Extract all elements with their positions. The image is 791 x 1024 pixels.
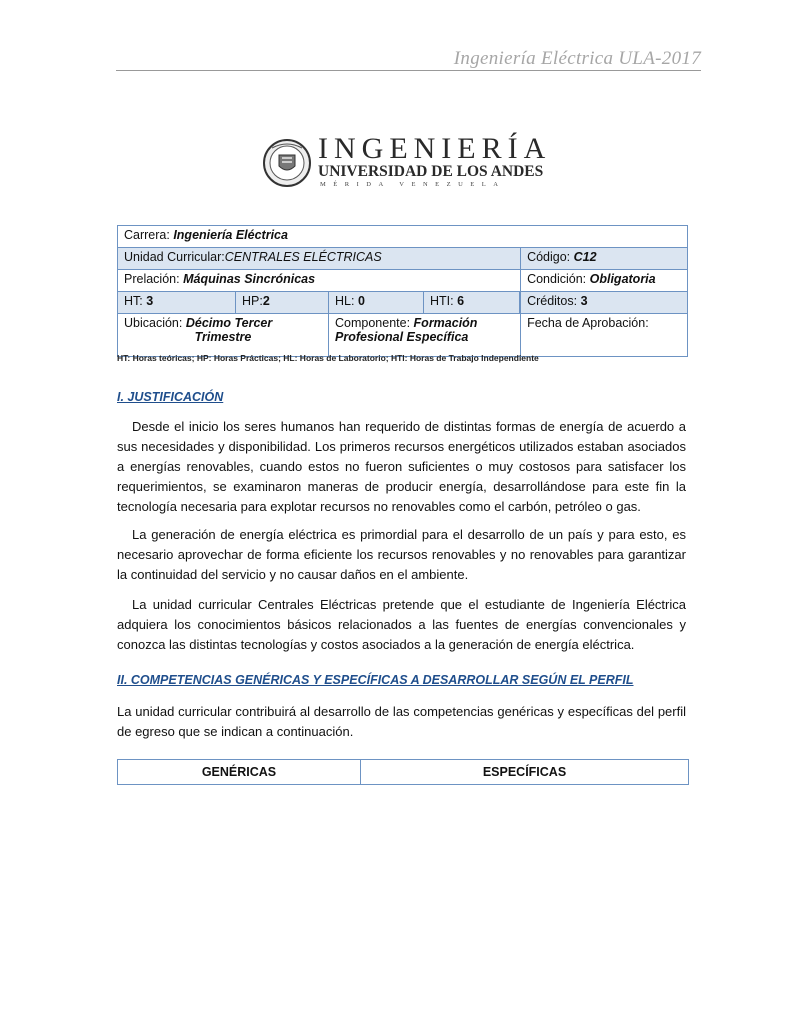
componente-value-1: Formación (413, 316, 478, 330)
fecha-cell (521, 314, 688, 357)
col-header-genericas: GENÉRICAS (118, 760, 361, 785)
codigo-label: Código: (527, 250, 571, 264)
carrera-cell (118, 226, 688, 248)
fecha-label: Fecha de Aprobación: (527, 316, 649, 330)
logo-location: MÉRIDA VENEZUELA (320, 181, 506, 188)
justification-paragraph-1: Desde el inicio los seres humanos han requerido de distintas formas de energía de acuerdo a sus necesidades y disponibilidad. Los primeros recursos energéticos utilizados estaban asociados a energías renovables, cuando estos no fueron suficientes o muy costosos para satisfacer los requerimientos, se examinaron maneras de producir energía, desarrollándose para este fin la tecnología necesaria para explotar recursos no renovables como el carbón, petróleo o gas. (117, 419, 686, 514)
hours-abbreviations-note: HT: Horas teóricas; HP: Horas Prácticas; HL: Horas de Laboratorio; HTI: Horas de Trabajo Independiente (117, 353, 539, 363)
justification-paragraph-3: La unidad curricular Centrales Eléctricas pretende que el estudiante de Ingeniería Eléctrica adquiera los conocimientos básicos relacionados a las fuentes de energías convencionales y conozca las distintas tecnologías y costos asociados a la generación de energía eléctrica. (117, 597, 686, 652)
componente-label: Componente: (335, 316, 411, 330)
prelacion-value: Máquinas Sincrónicas (183, 272, 316, 286)
creditos-label: Créditos: (527, 294, 578, 308)
unidad-cell (118, 248, 521, 270)
logo-university: UNIVERSIDAD DE LOS ANDES (318, 163, 544, 180)
hl-value: 0 (357, 294, 365, 308)
codigo-value: C12 (573, 250, 597, 264)
section-2-title: II. COMPETENCIAS GENÉRICAS Y ESPECÍFICAS A DESARROLLAR SEGÚN EL PERFIL (117, 673, 634, 687)
col-header-especificas: ESPECÍFICAS (361, 760, 689, 785)
unidad-value: CENTRALES ELÉCTRICAS (224, 250, 382, 264)
hti-value: 6 (457, 294, 465, 308)
ht-value: 3 (146, 294, 154, 308)
ubicacion-value-2: Trimestre (194, 330, 252, 344)
university-seal-icon (262, 138, 312, 188)
hp-cell (236, 292, 329, 314)
prelacion-label: Prelación: (124, 272, 180, 286)
ht-cell (118, 292, 236, 314)
hp-label: HP: (242, 294, 263, 308)
logo-word: INGENIERÍA (318, 132, 552, 165)
unidad-label: Unidad Curricular: (124, 250, 225, 264)
componente-cell (329, 314, 521, 357)
carrera-value: Ingeniería Eléctrica (173, 228, 288, 242)
hl-cell (329, 292, 424, 314)
carrera-label: Carrera: (124, 228, 170, 242)
componente-value-2: Profesional Específica (335, 330, 469, 344)
condicion-value: Obligatoria (589, 272, 656, 286)
hti-label: HTI: (430, 294, 454, 308)
ubicacion-cell (118, 314, 329, 357)
ht-label: HT: (124, 294, 143, 308)
creditos-value: 3 (580, 294, 588, 308)
condicion-cell (521, 270, 688, 292)
codigo-cell (521, 248, 688, 270)
competencies-table (117, 759, 689, 785)
hti-cell (424, 292, 520, 314)
creditos-cell (521, 292, 688, 314)
justification-paragraph-2: La generación de energía eléctrica es primordial para el desarrollo de un país y para esto, es necesario aprovechar de forma eficiente los recursos renovables y no renovables para garantizar la continuidad del servicio y no causar daños en el ambiente. (117, 527, 686, 582)
ubicacion-label: Ubicación: (124, 316, 183, 330)
running-header: Ingeniería Eléctrica ULA-2017 (453, 48, 701, 69)
university-logo (262, 132, 552, 192)
condicion-label: Condición: (527, 272, 587, 286)
prelacion-cell (118, 270, 521, 292)
hl-label: HL: (335, 294, 355, 308)
hp-value: 2 (262, 294, 270, 308)
section-1-title: I. JUSTIFICACIÓN (117, 390, 224, 404)
course-info-table (117, 225, 688, 357)
ubicacion-value-1: Décimo Tercer (185, 316, 273, 330)
header-rule (116, 70, 701, 71)
competencies-intro-paragraph: La unidad curricular contribuirá al desarrollo de las competencias genéricas y específicas del perfil de egreso que se indican a continuación. (117, 704, 686, 739)
